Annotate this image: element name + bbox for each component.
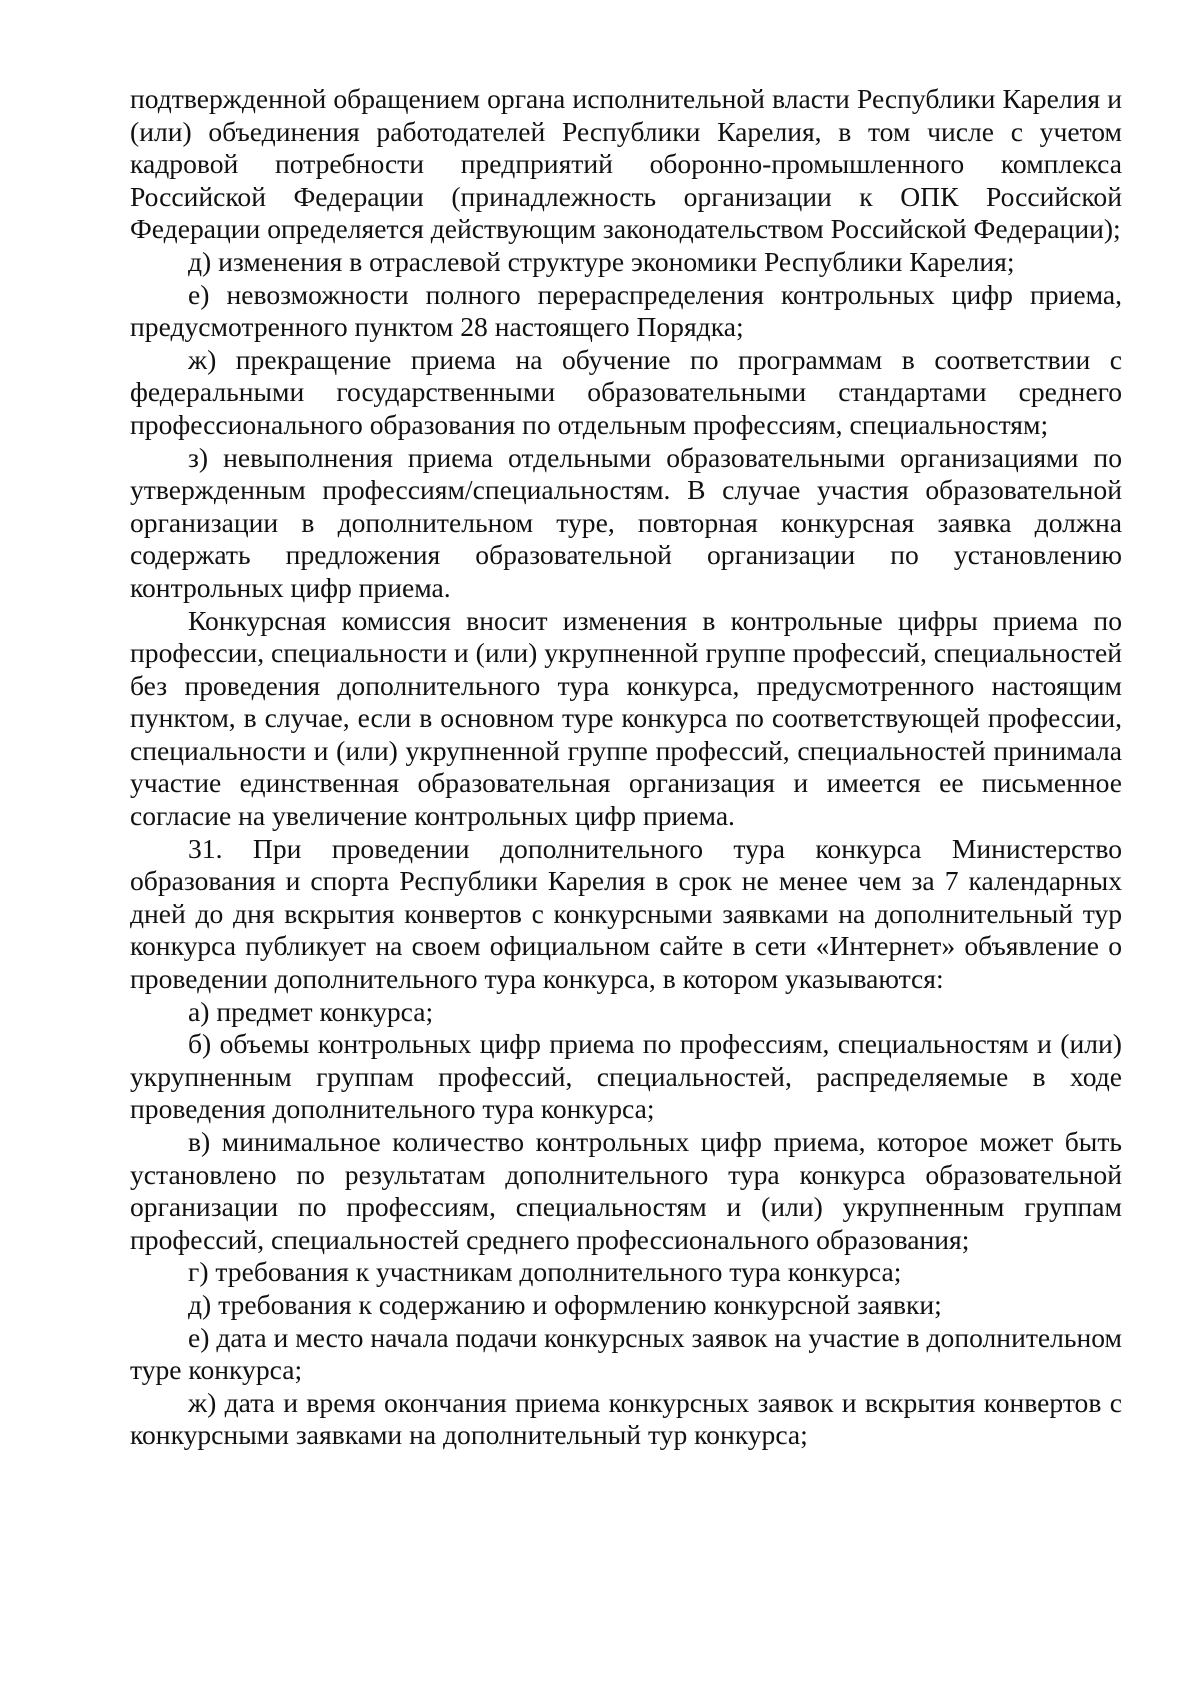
paragraph-section-31: 31. При проведении дополнительного тура конкурса Министерство образования и спорта Республики Карелия в срок не менее чем за 7 календарных дней до дня вскрытия конвертов с конкурсными заявками на дополнительный тур конкурса публикует на своем официальном сайте в сети «Интернет» объявление о проведении дополнительного тура конкурса, в котором указываются: xyxy=(130,832,1122,995)
document-page xyxy=(130,83,1122,1452)
paragraph-item-g: г) требования к участникам дополнительного тура конкурса; xyxy=(188,1256,902,1288)
paragraph-item-zh2: ж) дата и время окончания приема конкурсных заявок и вскрытия конвертов с конкурсными заявками на дополнительный тур конкурса; xyxy=(130,1386,1122,1451)
paragraph-item-e2: е) дата и место начала подачи конкурсных заявок на участие в дополнительном туре конкурса; xyxy=(130,1321,1122,1386)
paragraph-continuation: подтвержденной обращением органа исполнительной власти Республики Карелия и (или) объединения работодателей Республики Карелия, в том числе с учетом кадровой потребности предприятий оборонно-промышленного комплекса Российской Федерации (принадлежность организации к ОПК Российской Федерации определяется действующим законодательством Российской Федерации); xyxy=(130,83,1122,245)
paragraph-item-z: з) невыполнения приема отдельными образовательными организациями по утвержденным профессиям/специальностям. В случае участия образовательной организации в дополнительном туре, повторная конкурсная заявка должна содержать предложения образовательной организации по установлению контрольных цифр приема. xyxy=(130,441,1122,603)
paragraph-item-zh: ж) прекращение приема на обучение по программам в соответствии с федеральными государственными образовательными стандартами среднего профессионального образования по отдельным профессиям, специальностям; xyxy=(130,343,1122,440)
paragraph-item-a: а) предмет конкурса; xyxy=(188,995,434,1027)
paragraph-item-v: в) минимальное количество контрольных цифр приема, которое может быть установлено по результатам дополнительного тура конкурса образовательной организации по профессиям, специальностям и (или) укрупненным группам профессий, специальностей среднего профессионального образования; xyxy=(130,1126,1122,1255)
paragraph-item-e: е) невозможности полного перераспределения контрольных цифр приема, предусмотренного пунктом 28 настоящего Порядка; xyxy=(130,278,1122,343)
paragraph-commission: Конкурсная комиссия вносит изменения в контрольные цифры приема по профессии, специальности и (или) укрупненной группе профессий, специальностей без проведения дополнительного тура конкурса, предусмотренного настоящим пунктом, в случае, если в основном туре конкурса по соответствующей профессии, специальности и (или) укрупненной группе профессий, специальностей принимала участие единственная образовательная организация и имеется ее письменное согласие на увеличение контрольных цифр приема. xyxy=(130,604,1122,832)
paragraph-item-d2: д) требования к содержанию и оформлению конкурсной заявки; xyxy=(188,1288,942,1320)
paragraph-item-d: д) изменения в отраслевой структуре экономики Республики Карелия; xyxy=(188,245,1015,277)
paragraph-item-b: б) объемы контрольных цифр приема по профессиям, специальностям и (или) укрупненным группам профессий, специальностей, распределяемые в ходе проведения дополнительного тура конкурса; xyxy=(130,1028,1122,1125)
